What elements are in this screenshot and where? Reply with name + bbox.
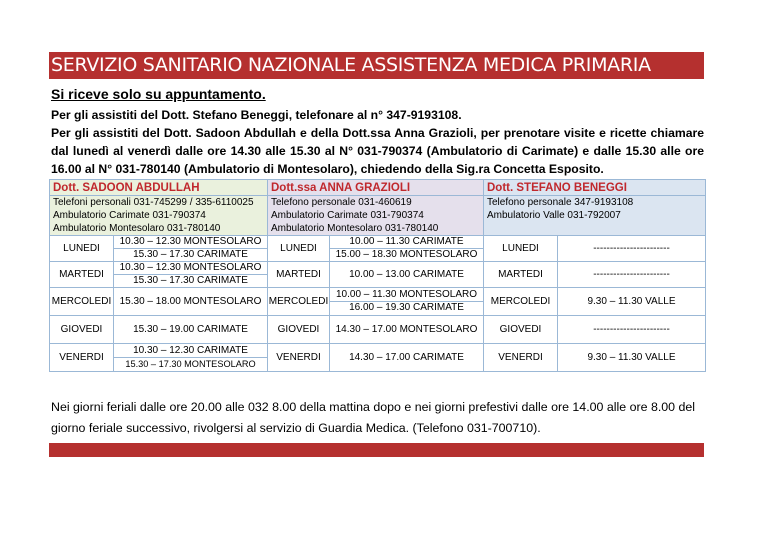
time-slot: 15.30 – 17.30 CARIMATE <box>114 248 267 261</box>
info-line: Ambulatorio Valle 031-792007 <box>487 210 621 221</box>
bottom-decorative-bar <box>49 443 704 457</box>
schedule-row-martedi <box>50 262 706 288</box>
schedule-row-mercoledi <box>50 288 706 316</box>
slot-cell: ----------------------- <box>558 262 706 288</box>
slot-cell: 14.30 – 17.00 MONTESOLARO <box>330 316 484 344</box>
slot-cell: ----------------------- <box>558 316 706 344</box>
info-line: Ambulatorio Carimate 031-790374 <box>271 210 424 221</box>
day-cell: MARTEDI <box>484 262 558 288</box>
day-cell: MERCOLEDI <box>50 288 114 316</box>
day-cell: GIOVEDI <box>484 316 558 344</box>
page-title-banner: SERVIZIO SANITARIO NAZIONALE ASSISTENZA MEDICA PRIMARIA <box>49 52 704 79</box>
time-slot: 10.00 – 11.30 MONTESOLARO <box>336 289 477 300</box>
doctors-schedule-table <box>49 179 706 372</box>
schedule-row-giovedi <box>50 316 706 344</box>
time-slot: 15.30 – 17.30 MONTESOLARO <box>114 357 267 370</box>
info-line: Ambulatorio Montesolaro 031-780140 <box>53 223 221 234</box>
slot-cell: ----------------------- <box>558 236 706 262</box>
day-cell: MERCOLEDI <box>484 288 558 316</box>
doctor-info-beneggi <box>484 196 706 236</box>
info-line: Telefoni personali 031-745299 / 335-6110025 <box>53 197 254 208</box>
slot-cell: 9.30 – 11.30 VALLE <box>558 288 706 316</box>
time-slot: 10.30 – 12.30 MONTESOLARO <box>119 262 262 273</box>
info-line: Telefono personale 347-9193108 <box>487 197 634 208</box>
day-cell: LUNEDI <box>50 236 114 262</box>
contact-instructions <box>51 106 704 178</box>
slot-cell <box>330 288 484 316</box>
info-line: Telefono personale 031-460619 <box>271 197 412 208</box>
day-cell: GIOVEDI <box>268 316 330 344</box>
doctor-info-row <box>50 196 706 236</box>
slot-cell: 10.00 – 13.00 CARIMATE <box>330 262 484 288</box>
day-cell: LUNEDI <box>268 236 330 262</box>
doctor-name-beneggi: Dott. STEFANO BENEGGI <box>484 180 706 196</box>
slot-cell: 9.30 – 11.30 VALLE <box>558 344 706 372</box>
schedule-row-venerdi <box>50 344 706 372</box>
doctor-names-row <box>50 180 706 196</box>
abdullah-grazioli-contact-line: Per gli assistiti del Dott. Sadoon Abdullah e della Dott.ssa Anna Grazioli, per prenotare visite e ricette chiamare dal lunedì al venerdì dalle ore 14.30 alle 15.30 al N° 031-790374 (Ambulatorio di Carimate) e dalle 15.30 alle ore 16.00 al N° 031-780140 (Ambulatorio di Montesolaro), chiedendo della Sig.ra Concetta Esposito. <box>51 126 704 176</box>
slot-cell: 14.30 – 17.00 CARIMATE <box>330 344 484 372</box>
doctor-info-grazioli <box>268 196 484 236</box>
slot-cell <box>114 236 268 262</box>
slot-cell <box>114 262 268 288</box>
schedule-row-lunedi <box>50 236 706 262</box>
guardia-medica-notice: Nei giorni feriali dalle ore 20.00 alle 032 8.00 della mattina dopo e nei giorni prefestivi dalle ore 14.00 alle ore 8.00 del giorno feriale successivo, rivolgersi al servizio di Guardia Medica. (Telefono 031-700710). <box>51 400 696 435</box>
day-cell: VENERDI <box>50 344 114 372</box>
info-line: Ambulatorio Montesolaro 031-780140 <box>271 223 439 234</box>
beneggi-contact-line: Per gli assistiti del Dott. Stefano Beneggi, telefonare al n° 347-9193108. <box>51 108 462 122</box>
appointment-notice: Si riceve solo su appuntamento. <box>51 86 266 102</box>
info-line: Ambulatorio Carimate 031-790374 <box>53 210 206 221</box>
doctor-info-abdullah <box>50 196 268 236</box>
time-slot: 16.00 – 19.30 CARIMATE <box>330 301 483 314</box>
day-cell: VENERDI <box>484 344 558 372</box>
doctor-name-abdullah: Dott. SADOON ABDULLAH <box>50 180 268 196</box>
day-cell: MARTEDI <box>50 262 114 288</box>
day-cell: LUNEDI <box>484 236 558 262</box>
day-cell: MARTEDI <box>268 262 330 288</box>
slot-cell <box>114 344 268 372</box>
day-cell: MERCOLEDI <box>268 288 330 316</box>
time-slot: 10.00 – 11.30 CARIMATE <box>349 236 464 247</box>
slot-cell: 15.30 – 19.00 CARIMATE <box>114 316 268 344</box>
doctor-name-grazioli: Dott.ssa ANNA GRAZIOLI <box>268 180 484 196</box>
day-cell: VENERDI <box>268 344 330 372</box>
time-slot: 15.00 – 18.30 MONTESOLARO <box>330 248 483 261</box>
time-slot: 15.30 – 17.30 CARIMATE <box>114 274 267 287</box>
slot-cell: 15.30 – 18.00 MONTESOLARO <box>114 288 268 316</box>
time-slot: 10.30 – 12.30 CARIMATE <box>133 345 248 356</box>
slot-cell <box>330 236 484 262</box>
time-slot: 10.30 – 12.30 MONTESOLARO <box>119 236 262 247</box>
day-cell: GIOVEDI <box>50 316 114 344</box>
